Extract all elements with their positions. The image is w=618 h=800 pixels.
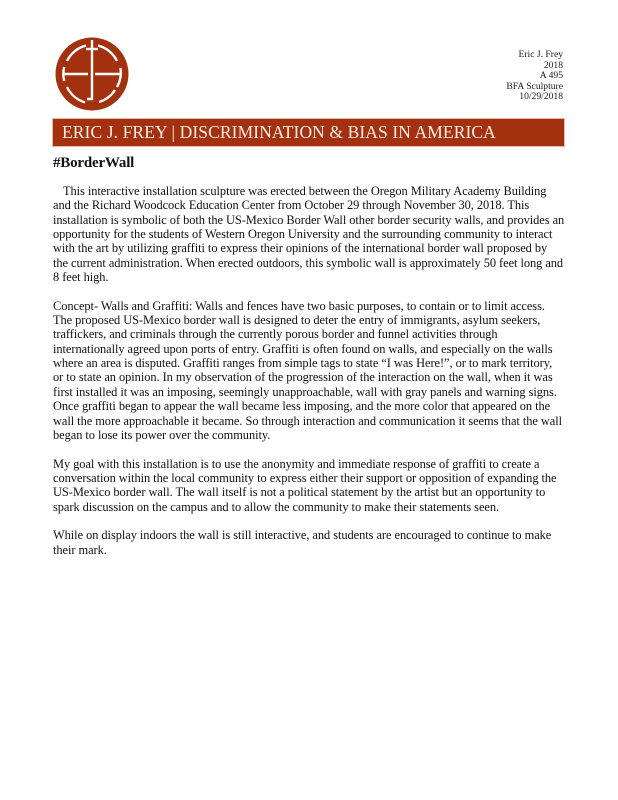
paragraph-display: While on display indoors the wall is still interactive, and students are encouraged to continue to make their mark. <box>53 528 552 557</box>
paragraph-concept: Concept- Walls and Graffiti: Walls and fences have two basic purposes, to contain or to limit access. The proposed US-Mexico border wall is designed to deter the entry of immigrants, asylum seekers, traffickers, and criminals through the currently porous border and funnel activities through internationally agreed upon ports of entry. Graffiti is often found on walls, and especially on the walls where an area is disputed. Graffiti ranges from simple tags to state “I was Here!”, or to mark territory, or to state an opinion. In my observation of the progression of the interaction on the wall, when it was first installed it was an imposing, seemingly unapproachable, wall with gray panels and warning signs. Once graffiti began to appear the wall became less imposing, and the more color that appeared on the wall the more approachable it became. So through interaction and communication it seems that the wall began to lose its power over the community. <box>53 298 562 442</box>
document-body <box>53 184 565 571</box>
meta-course: A 495 <box>539 70 563 82</box>
meta-date: 10/29/2018 <box>519 91 563 103</box>
document-meta <box>506 50 563 103</box>
banner-title: ERIC J. FREY | DISCRIMINATION & BIAS IN AMERICA <box>62 122 496 142</box>
page-heading: #BorderWall <box>53 155 135 171</box>
ef-monogram-circle-icon <box>55 37 129 111</box>
meta-year: 2018 <box>543 59 563 71</box>
title-banner <box>53 119 564 146</box>
meta-program: BFA Sculpture <box>506 80 563 92</box>
paragraph-goal: My goal with this installation is to use the anonymity and immediate response of graffiti to create a conversation within the local community to express either their support or opposition of expanding the US-Mexico border wall. The wall itself is not a political statement by the artist but an opportunity to spark discussion on the campus and to allow the community to make their statements seen. <box>53 456 557 514</box>
paragraph-intro: This interactive installation sculpture was erected between the Oregon Military Academy Building and the Richard Woodcock Education Center from October 29 through November 30, 2018. This installation is symbolic of both the US-Mexico Border Wall other border security walls, and provides an opportunity for the students of Western Oregon University and the surrounding community to interact with the art by utilizing graffiti to express their opinions of the international border wall proposed by the current administration. When erected outdoors, this symbolic wall is approximately 50 feet long and 8 feet high. <box>53 184 565 285</box>
meta-author: Eric J. Frey <box>518 49 563 60</box>
logo <box>55 37 129 111</box>
